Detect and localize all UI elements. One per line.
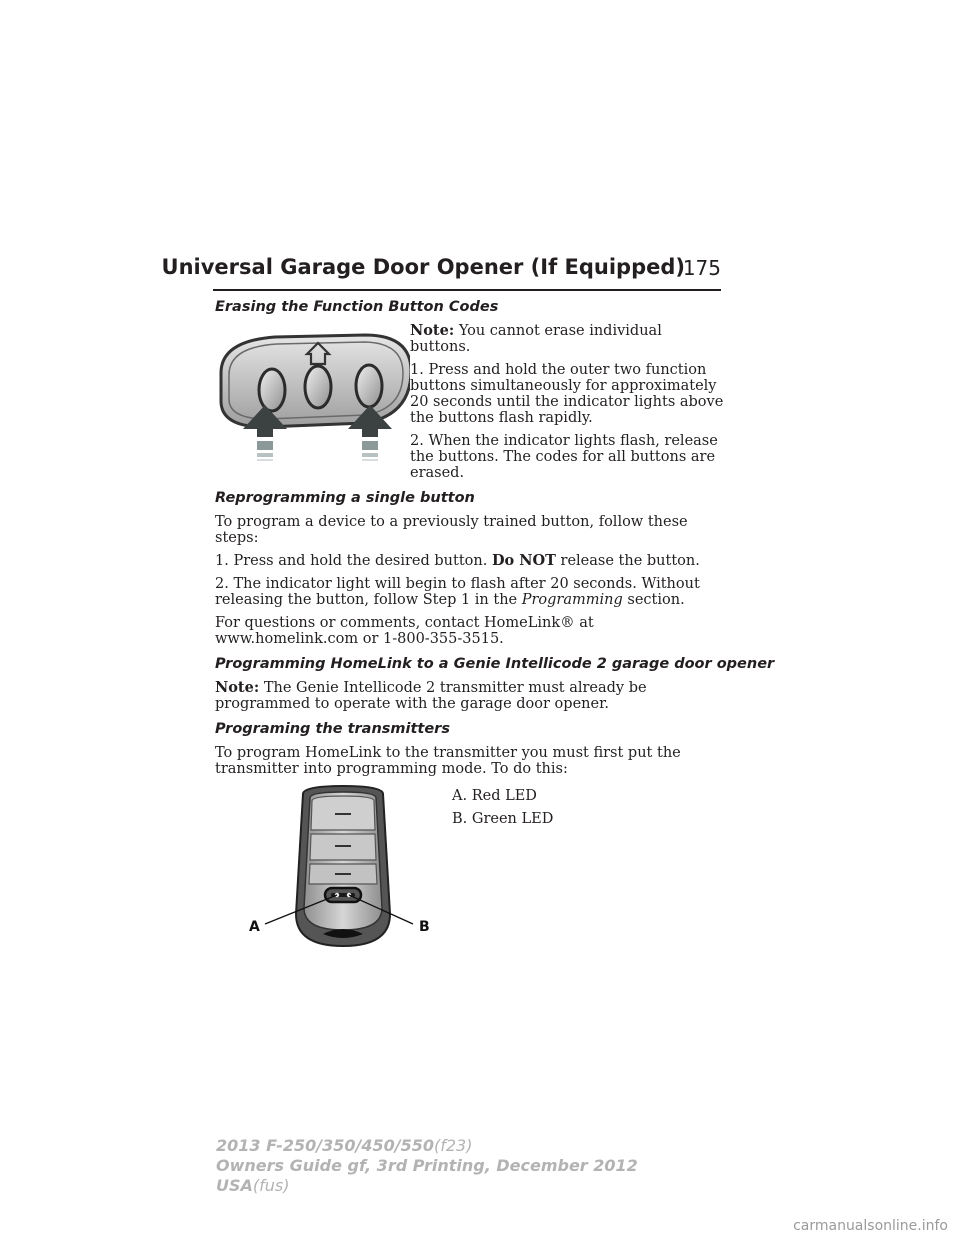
page-header — [161, 255, 721, 291]
footer-region-line: USA(fus) — [216, 1176, 290, 1195]
transmitter-section — [215, 784, 725, 953]
reprogram-step-2: 2. The indicator light will begin to flash after 20 seconds. Without releasing the button, follow Step 1 in the Programming section. — [215, 576, 700, 608]
page-number: 175 — [682, 256, 721, 280]
transmitters-heading: Programing the transmitters — [215, 721, 450, 737]
erase-heading: Erasing the Function Button Codes — [215, 299, 499, 315]
erase-step-2: 2. When the indicator lights flash, release the buttons. The codes for all buttons are erased. — [410, 433, 718, 481]
legend-red-led: A. Red LED — [452, 788, 537, 804]
header-rule — [213, 289, 721, 291]
page-title: Universal Garage Door Opener (If Equipped) — [161, 255, 685, 279]
overhead-console-figure — [215, 323, 410, 488]
contact-info: For questions or comments, contact HomeLink® at www.homelink.com or 1-800-355-3515. — [215, 615, 594, 647]
transmitters-intro: To program HomeLink to the transmitter you must first put the transmitter into programming mode. To do this: — [215, 745, 681, 777]
page-footer — [216, 1136, 638, 1196]
erase-steps — [410, 323, 725, 488]
genie-transmitter-illustration — [243, 784, 438, 949]
erase-section — [215, 323, 725, 488]
page-content — [215, 297, 775, 953]
reprogram-step-1: 1. Press and hold the desired button. Do NOT release the button. — [215, 552, 700, 569]
homelink-buttons-illustration — [215, 323, 410, 463]
footer-model-line: 2013 F-250/350/450/550(f23) — [216, 1136, 473, 1155]
genie-note: Note: The Genie Intellicode 2 transmitter must already be programmed to operate with the garage door opener. — [215, 679, 647, 712]
erase-note: Note: You cannot erase individual buttons. — [410, 322, 662, 355]
led-legend — [438, 784, 725, 953]
callout-label-a: A — [249, 919, 260, 935]
reprogram-heading: Reprogramming a single button — [215, 490, 475, 506]
footer-guide-line: Owners Guide gf, 3rd Printing, December 2012 — [216, 1156, 638, 1175]
genie-heading: Programming HomeLink to a Genie Intellicode 2 garage door opener — [215, 656, 775, 672]
transmitter-figure — [215, 784, 438, 953]
callout-label-b: B — [419, 919, 430, 935]
legend-green-led: B. Green LED — [452, 811, 554, 827]
erase-step-1: 1. Press and hold the outer two function buttons simultaneously for approximately 20 seconds until the indicator lights above the buttons flash rapidly. — [410, 362, 724, 426]
reprogram-intro: To program a device to a previously trained button, follow these steps: — [215, 514, 688, 546]
site-watermark: carmanualsonline.info — [793, 1218, 948, 1234]
